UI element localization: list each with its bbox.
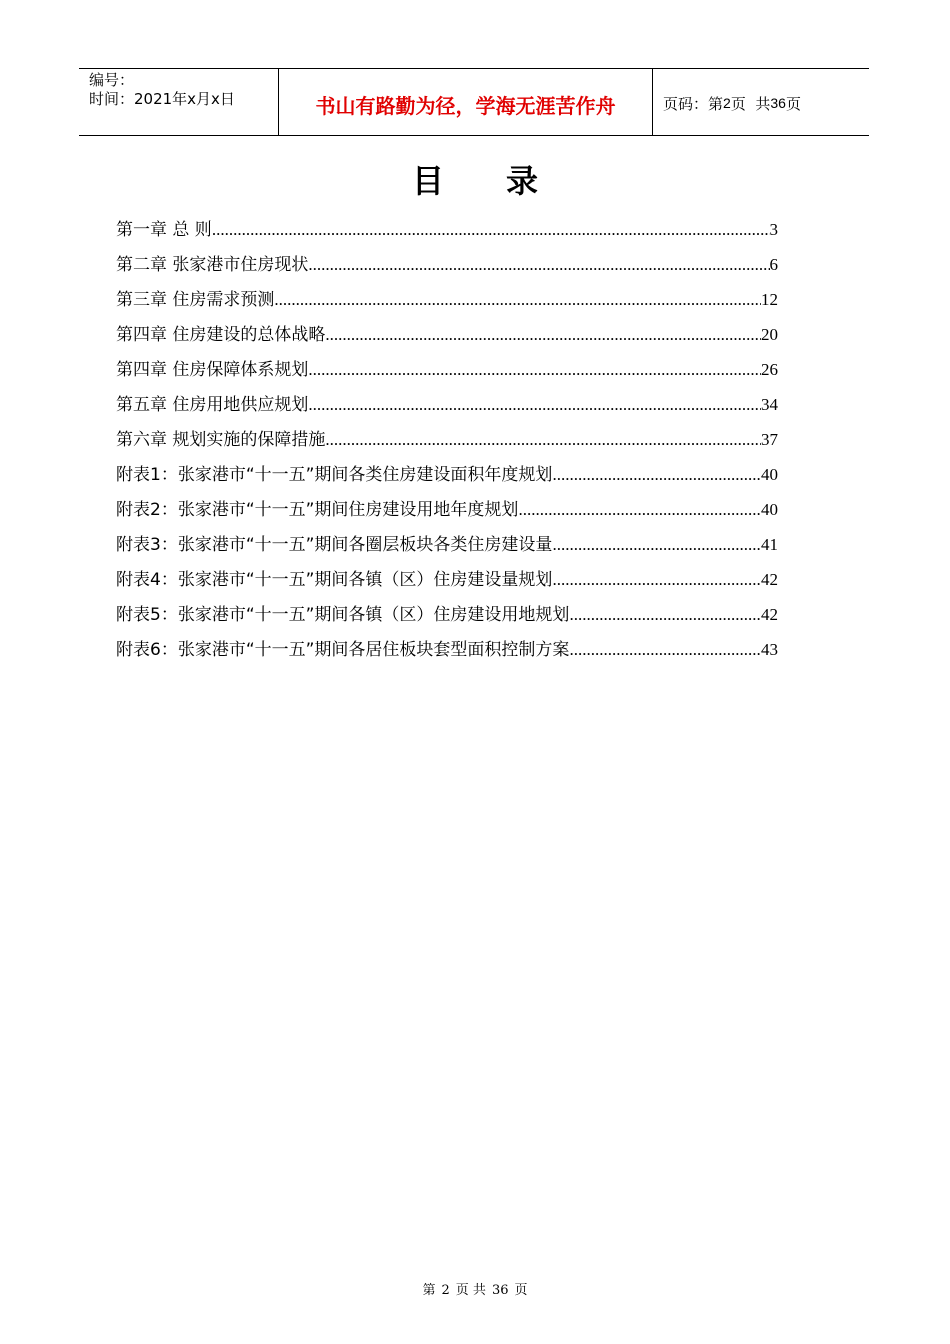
header-page-suffix: 页 bbox=[785, 94, 801, 113]
toc-leader-dots bbox=[552, 565, 761, 595]
toc-entry-page: 41 bbox=[761, 535, 778, 554]
toc-entry-page: 42 bbox=[761, 570, 778, 589]
document-time-label: 时间：2021年x月x日 bbox=[89, 90, 235, 108]
toc-entry-label: 第四章 住房保障体系规划 bbox=[116, 360, 309, 380]
toc-entry-label: 附表5：张家港市“十一五”期间各镇（区）住房建设用地规划 bbox=[116, 605, 570, 625]
toc-leader-dots bbox=[308, 355, 761, 385]
header-page-total: 36 bbox=[770, 95, 786, 111]
page-footer bbox=[0, 1279, 950, 1298]
header-page-number: 2 bbox=[723, 95, 731, 111]
toc-leader-dots bbox=[325, 320, 761, 350]
toc-entry-page: 43 bbox=[761, 640, 778, 659]
footer-page-total: 36 bbox=[491, 1283, 509, 1298]
header-meta bbox=[79, 69, 279, 135]
toc-leader-dots bbox=[308, 250, 769, 280]
footer-page-number: 2 bbox=[441, 1283, 450, 1298]
toc-entry-page: 20 bbox=[761, 325, 778, 344]
toc-entry-page: 42 bbox=[761, 605, 778, 624]
toc-entry-label: 第六章 规划实施的保障措施 bbox=[116, 430, 326, 450]
toc-entry-label: 附表4：张家港市“十一五”期间各镇（区）住房建设量规划 bbox=[116, 570, 553, 590]
footer-prefix: 第 bbox=[422, 1283, 436, 1298]
footer-mid: 页 共 bbox=[455, 1283, 486, 1298]
footer-suffix: 页 bbox=[514, 1283, 528, 1298]
toc-entry-label: 第一章 总 则 bbox=[116, 220, 212, 240]
toc-entry-page: 12 bbox=[761, 290, 778, 309]
toc-entry[interactable] bbox=[116, 565, 778, 600]
toc-entry[interactable] bbox=[116, 215, 778, 250]
toc-leader-dots bbox=[518, 495, 761, 525]
toc-entry[interactable] bbox=[116, 600, 778, 635]
toc-entry-label: 第四章 住房建设的总体战略 bbox=[116, 325, 326, 345]
toc-entry-label: 第五章 住房用地供应规划 bbox=[116, 395, 309, 415]
toc-entry[interactable] bbox=[116, 425, 778, 460]
toc-leader-dots bbox=[325, 425, 761, 455]
document-id-label: 编号： bbox=[89, 71, 135, 89]
page-header bbox=[79, 68, 869, 136]
page-title bbox=[0, 156, 950, 202]
toc-entry-label: 附表2：张家港市“十一五”期间住房建设用地年度规划 bbox=[116, 500, 519, 520]
toc-entry[interactable] bbox=[116, 460, 778, 495]
toc-entry[interactable] bbox=[116, 320, 778, 355]
toc-leader-dots bbox=[569, 600, 761, 630]
toc-entry-page: 3 bbox=[769, 220, 778, 239]
header-page-prefix: 页码：第 bbox=[663, 94, 724, 113]
toc-entry-page: 26 bbox=[761, 360, 778, 379]
header-page-mid: 页 共 bbox=[730, 94, 771, 113]
title-part-2: 录 bbox=[506, 162, 539, 200]
toc-leader-dots bbox=[308, 390, 761, 420]
toc-entry-label: 第三章 住房需求预测 bbox=[116, 290, 275, 310]
toc-entry-label: 第二章 张家港市住房现状 bbox=[116, 255, 309, 275]
toc-entry-page: 6 bbox=[769, 255, 778, 274]
toc-entry[interactable] bbox=[116, 250, 778, 285]
toc-entry-page: 40 bbox=[761, 465, 778, 484]
toc-leader-dots bbox=[552, 530, 761, 560]
toc-entry-page: 37 bbox=[761, 430, 778, 449]
header-page-info bbox=[653, 69, 869, 135]
toc-leader-dots bbox=[212, 215, 770, 245]
toc-leader-dots bbox=[552, 460, 761, 490]
toc-entry[interactable] bbox=[116, 635, 778, 670]
toc-entry-label: 附表6：张家港市“十一五”期间各居住板块套型面积控制方案 bbox=[116, 640, 570, 660]
table-of-contents bbox=[116, 215, 778, 670]
toc-leader-dots bbox=[569, 635, 761, 665]
toc-leader-dots bbox=[274, 285, 761, 315]
toc-entry-page: 40 bbox=[761, 500, 778, 519]
header-motto: 书山有路勤为径，学海无涯苦作舟 bbox=[279, 69, 653, 135]
toc-entry-label: 附表3：张家港市“十一五”期间各圈层板块各类住房建设量 bbox=[116, 535, 553, 555]
toc-entry[interactable] bbox=[116, 390, 778, 425]
toc-entry[interactable] bbox=[116, 495, 778, 530]
toc-entry-page: 34 bbox=[761, 395, 778, 414]
toc-entry[interactable] bbox=[116, 530, 778, 565]
toc-entry[interactable] bbox=[116, 355, 778, 390]
toc-entry[interactable] bbox=[116, 285, 778, 320]
toc-entry-label: 附表1：张家港市“十一五”期间各类住房建设面积年度规划 bbox=[116, 465, 553, 485]
title-part-1: 目 bbox=[411, 162, 444, 200]
